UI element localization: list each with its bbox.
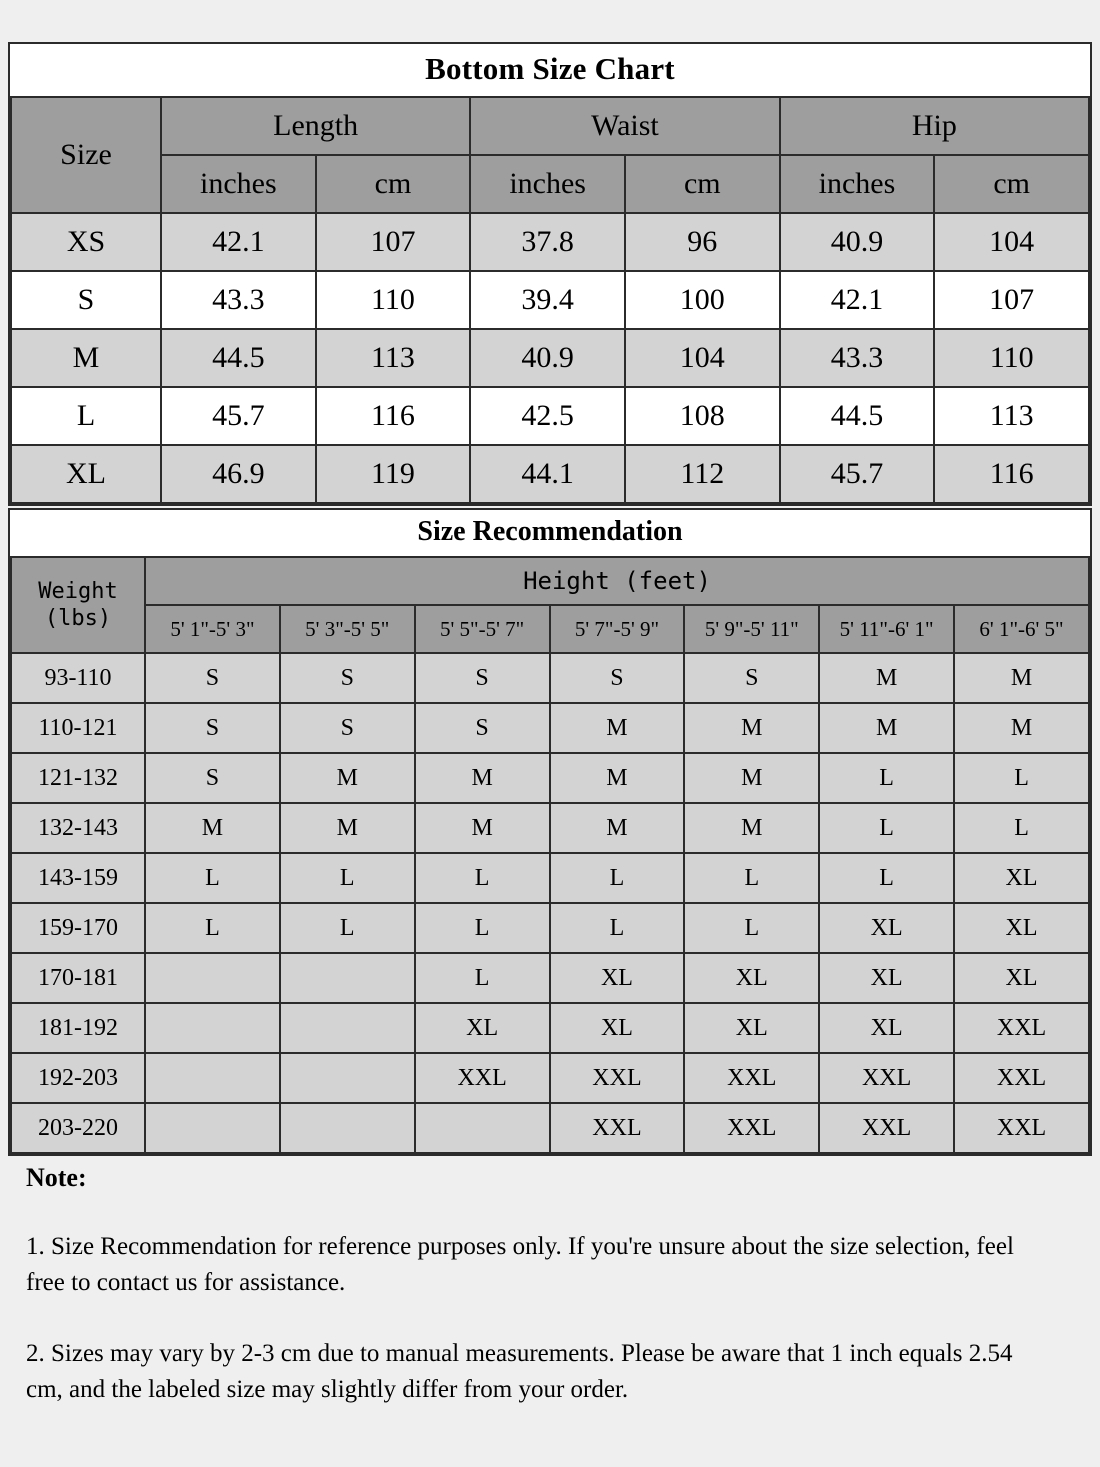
table-row xyxy=(11,853,1089,903)
cell-size-3: M xyxy=(415,803,550,853)
cell-waist-inches: 42.5 xyxy=(470,387,625,445)
cell-size-2: S xyxy=(280,653,415,703)
header-height-range-5: 5' 9"-5' 11" xyxy=(684,605,819,653)
cell-size-1 xyxy=(145,1053,280,1103)
cell-size-5: XL xyxy=(684,953,819,1003)
cell-length-inches: 43.3 xyxy=(161,271,316,329)
cell-size: M xyxy=(11,329,161,387)
cell-size-3: L xyxy=(415,953,550,1003)
note-block xyxy=(26,1163,1076,1443)
cell-size-7: XL xyxy=(954,903,1089,953)
note-paragraph-2: 2. Sizes may vary by 2-3 cm due to manual measurements. Please be aware that 1 inch equals 2.54 cm, and the labeled size may slightly differ from your order. xyxy=(26,1340,1013,1403)
cell-size-2: L xyxy=(280,853,415,903)
cell-size-3: L xyxy=(415,903,550,953)
table-row xyxy=(11,213,1089,271)
cell-size-6: M xyxy=(819,653,954,703)
cell-waist-cm: 100 xyxy=(625,271,780,329)
cell-size-4: M xyxy=(550,753,685,803)
cell-size-6: L xyxy=(819,803,954,853)
cell-size-7: XL xyxy=(954,953,1089,1003)
cell-size-3: M xyxy=(415,753,550,803)
cell-size-5: L xyxy=(684,853,819,903)
cell-hip-inches: 44.5 xyxy=(780,387,935,445)
cell-size-5: S xyxy=(684,653,819,703)
header-height-range-7: 6' 1"-6' 5" xyxy=(954,605,1089,653)
header-weight-line1: Weight xyxy=(38,578,118,604)
cell-waist-cm: 96 xyxy=(625,213,780,271)
cell-size-6: XXL xyxy=(819,1103,954,1153)
cell-hip-cm: 107 xyxy=(934,271,1089,329)
cell-size-1: L xyxy=(145,903,280,953)
cell-waist-cm: 108 xyxy=(625,387,780,445)
header-unit-waist-cm: cm xyxy=(625,155,780,213)
cell-waist-inches: 37.8 xyxy=(470,213,625,271)
header-group-length: Length xyxy=(161,97,470,155)
bottom-size-chart-body xyxy=(11,213,1089,503)
cell-length-inches: 42.1 xyxy=(161,213,316,271)
header-height-range-6: 5' 11"-6' 1" xyxy=(819,605,954,653)
cell-weight: 110-121 xyxy=(11,703,145,753)
bottom-size-chart-table xyxy=(10,96,1090,504)
cell-size-4: XXL xyxy=(550,1103,685,1153)
table-row xyxy=(11,753,1089,803)
table-row xyxy=(11,1003,1089,1053)
cell-size-5: M xyxy=(684,803,819,853)
note-heading: Note: xyxy=(26,1163,87,1192)
cell-hip-cm: 104 xyxy=(934,213,1089,271)
cell-weight: 192-203 xyxy=(11,1053,145,1103)
cell-size: XS xyxy=(11,213,161,271)
size-recommendation-title: Size Recommendation xyxy=(417,516,683,547)
cell-size-2: L xyxy=(280,903,415,953)
cell-size-5: XL xyxy=(684,1003,819,1053)
cell-size-3: S xyxy=(415,703,550,753)
bottom-size-chart-head-row-groups xyxy=(11,97,1089,155)
note-paragraph-1: 1. Size Recommendation for reference purposes only. If you're unsure about the size selection, feel free to contact us for assistance. xyxy=(26,1233,1014,1296)
cell-size-2: M xyxy=(280,803,415,853)
cell-weight: 93-110 xyxy=(11,653,145,703)
cell-size-4: XL xyxy=(550,1003,685,1053)
cell-size-5: XXL xyxy=(684,1103,819,1153)
cell-length-inches: 44.5 xyxy=(161,329,316,387)
header-unit-length-cm: cm xyxy=(316,155,471,213)
cell-size-2 xyxy=(280,953,415,1003)
header-weight-line2: (lbs) xyxy=(44,606,112,631)
header-unit-hip-cm: cm xyxy=(934,155,1089,213)
cell-size-1: S xyxy=(145,653,280,703)
header-height-range-4: 5' 7"-5' 9" xyxy=(550,605,685,653)
cell-size-7: L xyxy=(954,753,1089,803)
cell-waist-cm: 112 xyxy=(625,445,780,503)
size-recommendation-block xyxy=(8,508,1092,1156)
cell-hip-inches: 45.7 xyxy=(780,445,935,503)
cell-waist-cm: 104 xyxy=(625,329,780,387)
cell-length-cm: 116 xyxy=(316,387,471,445)
cell-size-4: L xyxy=(550,853,685,903)
table-row xyxy=(11,329,1089,387)
cell-size-7: L xyxy=(954,803,1089,853)
header-unit-hip-inches: inches xyxy=(780,155,935,213)
cell-size-6: XXL xyxy=(819,1053,954,1103)
header-size: Size xyxy=(11,97,161,213)
table-row xyxy=(11,387,1089,445)
cell-size-2: S xyxy=(280,703,415,753)
cell-waist-inches: 40.9 xyxy=(470,329,625,387)
size-recommendation-body xyxy=(11,653,1089,1153)
cell-weight: 170-181 xyxy=(11,953,145,1003)
cell-size-6: L xyxy=(819,753,954,803)
cell-size-5: M xyxy=(684,703,819,753)
cell-size-3: L xyxy=(415,853,550,903)
cell-length-cm: 107 xyxy=(316,213,471,271)
cell-size-7: XXL xyxy=(954,1053,1089,1103)
cell-size-3: XXL xyxy=(415,1053,550,1103)
cell-length-inches: 46.9 xyxy=(161,445,316,503)
table-row xyxy=(11,1053,1089,1103)
cell-size-7: M xyxy=(954,653,1089,703)
cell-weight: 132-143 xyxy=(11,803,145,853)
table-row xyxy=(11,1103,1089,1153)
cell-hip-inches: 42.1 xyxy=(780,271,935,329)
cell-size: XL xyxy=(11,445,161,503)
cell-weight: 121-132 xyxy=(11,753,145,803)
cell-size-2: M xyxy=(280,753,415,803)
header-height-range-2: 5' 3"-5' 5" xyxy=(280,605,415,653)
bottom-size-chart-head-row-units xyxy=(11,155,1089,213)
cell-length-cm: 119 xyxy=(316,445,471,503)
cell-size-5: XXL xyxy=(684,1053,819,1103)
size-recommendation-table xyxy=(10,556,1090,1154)
cell-size: L xyxy=(11,387,161,445)
cell-size: S xyxy=(11,271,161,329)
cell-length-inches: 45.7 xyxy=(161,387,316,445)
cell-hip-cm: 113 xyxy=(934,387,1089,445)
cell-size-7: XL xyxy=(954,853,1089,903)
table-row xyxy=(11,445,1089,503)
cell-size-3: S xyxy=(415,653,550,703)
table-row xyxy=(11,271,1089,329)
table-row xyxy=(11,703,1089,753)
cell-size-5: M xyxy=(684,753,819,803)
cell-length-cm: 113 xyxy=(316,329,471,387)
cell-size-6: M xyxy=(819,703,954,753)
cell-size-4: S xyxy=(550,653,685,703)
cell-size-6: L xyxy=(819,853,954,903)
size-recommendation-head xyxy=(11,557,1089,653)
cell-size-1: M xyxy=(145,803,280,853)
header-unit-length-inches: inches xyxy=(161,155,316,213)
header-height-range-1: 5' 1"-5' 3" xyxy=(145,605,280,653)
table-row xyxy=(11,953,1089,1003)
cell-size-3: XL xyxy=(415,1003,550,1053)
cell-size-7: XXL xyxy=(954,1003,1089,1053)
cell-size-1: L xyxy=(145,853,280,903)
cell-length-cm: 110 xyxy=(316,271,471,329)
rec-head-row-top xyxy=(11,557,1089,605)
cell-size-1: S xyxy=(145,753,280,803)
cell-hip-inches: 40.9 xyxy=(780,213,935,271)
table-row xyxy=(11,653,1089,703)
cell-size-4: M xyxy=(550,703,685,753)
cell-size-2 xyxy=(280,1103,415,1153)
bottom-size-chart-title: Bottom Size Chart xyxy=(425,51,675,86)
rec-head-row-ranges xyxy=(11,605,1089,653)
cell-size-4: XXL xyxy=(550,1053,685,1103)
header-unit-waist-inches: inches xyxy=(470,155,625,213)
cell-size-1 xyxy=(145,1103,280,1153)
cell-size-1 xyxy=(145,953,280,1003)
cell-size-4: L xyxy=(550,903,685,953)
cell-size-2 xyxy=(280,1003,415,1053)
table-row xyxy=(11,803,1089,853)
cell-weight: 143-159 xyxy=(11,853,145,903)
cell-size-6: XL xyxy=(819,1003,954,1053)
cell-size-4: M xyxy=(550,803,685,853)
header-height: Height (feet) xyxy=(145,557,1089,605)
cell-size-6: XL xyxy=(819,903,954,953)
cell-size-6: XL xyxy=(819,953,954,1003)
cell-size-2 xyxy=(280,1053,415,1103)
bottom-size-chart-block xyxy=(8,42,1092,506)
cell-size-1 xyxy=(145,1003,280,1053)
cell-size-3 xyxy=(415,1103,550,1153)
cell-size-7: M xyxy=(954,703,1089,753)
cell-hip-inches: 43.3 xyxy=(780,329,935,387)
cell-size-7: XXL xyxy=(954,1103,1089,1153)
cell-waist-inches: 44.1 xyxy=(470,445,625,503)
header-weight xyxy=(11,557,145,653)
cell-size-5: L xyxy=(684,903,819,953)
cell-weight: 159-170 xyxy=(11,903,145,953)
header-group-hip: Hip xyxy=(780,97,1089,155)
cell-weight: 203-220 xyxy=(11,1103,145,1153)
cell-weight: 181-192 xyxy=(11,1003,145,1053)
cell-waist-inches: 39.4 xyxy=(470,271,625,329)
table-row xyxy=(11,903,1089,953)
cell-hip-cm: 110 xyxy=(934,329,1089,387)
bottom-size-chart-head xyxy=(11,97,1089,213)
header-height-range-3: 5' 5"-5' 7" xyxy=(415,605,550,653)
cell-size-1: S xyxy=(145,703,280,753)
cell-size-4: XL xyxy=(550,953,685,1003)
header-group-waist: Waist xyxy=(470,97,779,155)
cell-hip-cm: 116 xyxy=(934,445,1089,503)
